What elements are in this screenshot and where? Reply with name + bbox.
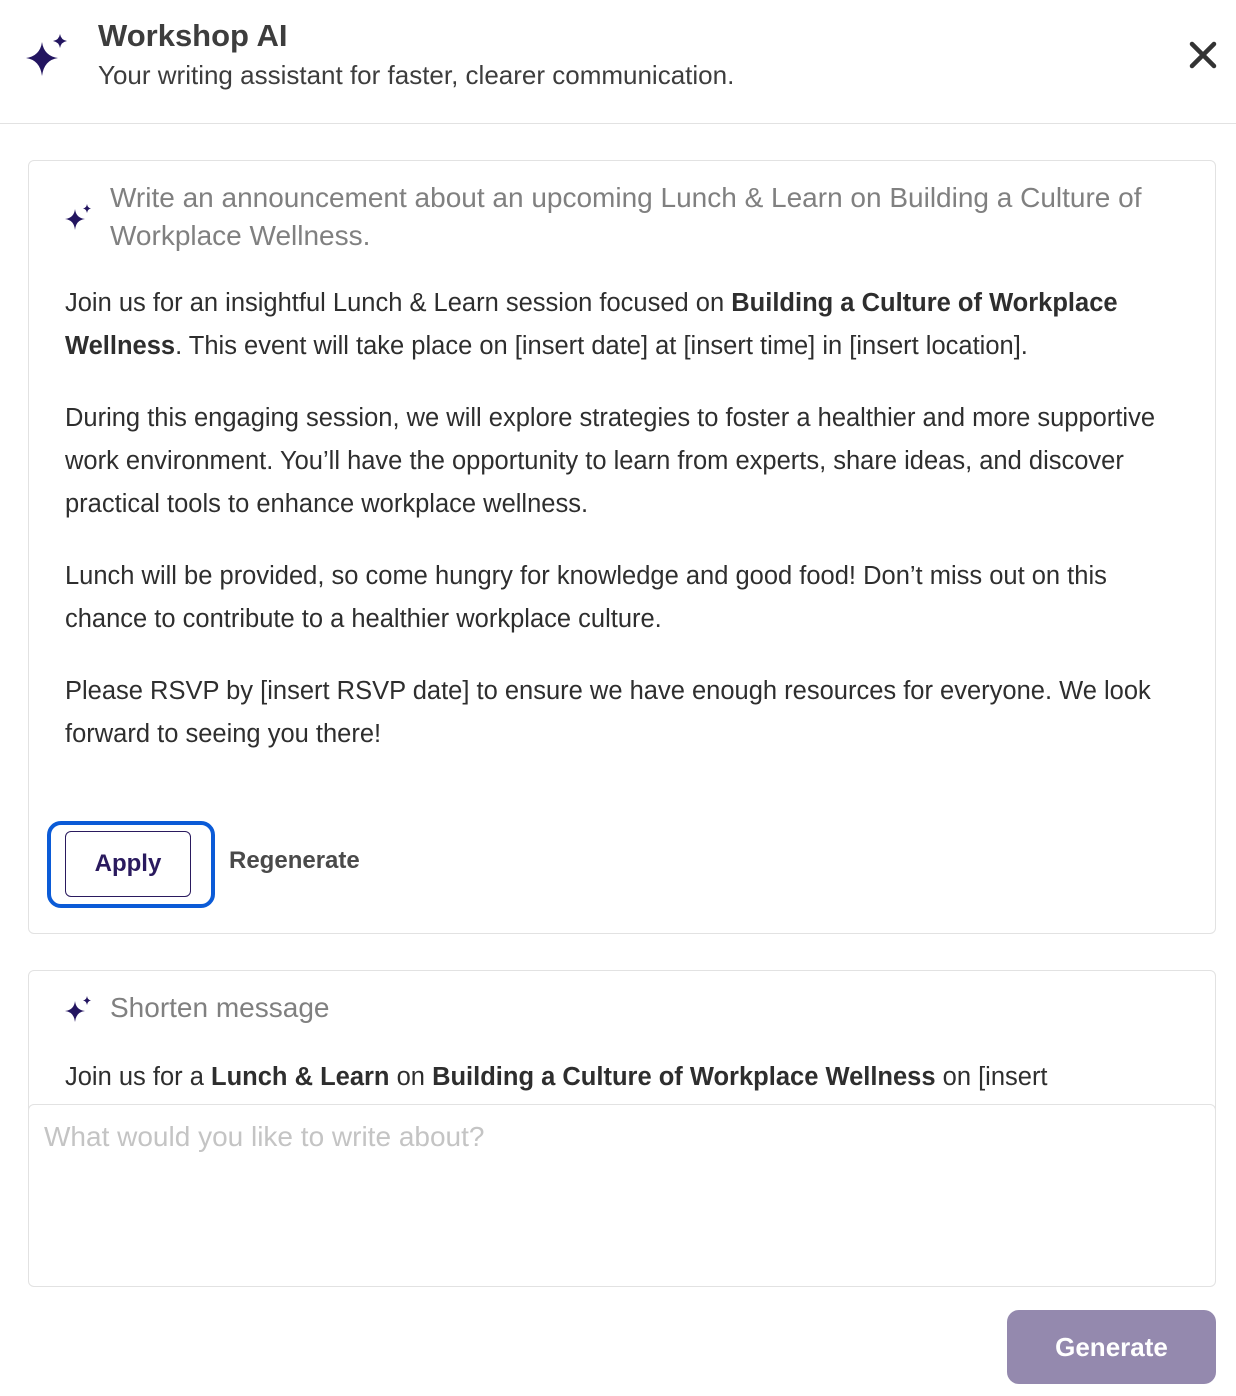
bold-text: Building a Culture of Workplace Wellness [65,289,1118,360]
text-segment: Lunch will be provided, so come hungry for knowledge and good food! Don’t miss out on this chance to contribute to a healthier workplace culture. [65,562,1107,633]
bold-text: Lunch & Learn [211,1063,390,1091]
close-icon[interactable] [1186,38,1220,72]
sparkle-icon [63,995,93,1025]
prompt-input[interactable] [28,1104,1216,1287]
apply-button[interactable]: Apply [65,831,191,897]
result-paragraph [65,397,1175,526]
text-segment: Please RSVP by [insert RSVP date] to ensure we have enough resources for everyone. We look forward to seeing you there! [65,677,1151,748]
header [0,0,1236,124]
bold-text: Building a Culture of Workplace Wellness [432,1063,936,1091]
text-segment: on [insert [935,1063,1048,1091]
generate-button[interactable]: Generate [1007,1310,1216,1384]
text-segment: During this engaging session, we will explore strategies to foster a healthier and more supportive work environment. You’ll have the opportunity to learn from experts, share ideas, and discover practical tools to enhance workplace wellness. [65,404,1156,518]
text-segment: Join us for an insightful Lunch & Learn session focused on [65,289,732,317]
prompt-text: Write an announcement about an upcoming Lunch & Learn on Building a Culture of Workplace Wellness. [110,182,1142,251]
regenerate-button[interactable]: Regenerate [229,847,360,874]
result-paragraph [65,282,1175,368]
prompt-text: Shorten message [110,992,330,1023]
result-card [28,160,1216,934]
result-body [65,282,1175,785]
sparkle-icon [63,203,93,233]
result-paragraph [65,1056,1175,1099]
result-paragraph [65,555,1175,641]
sparkle-icon [22,32,70,80]
text-segment: . This event will take place on [insert date] at [insert time] in [insert location]. [175,332,1028,360]
text-segment: on [389,1063,433,1091]
text-segment: Join us for a [65,1063,211,1091]
panel-subtitle: Your writing assistant for faster, clearer communication. [98,60,735,90]
panel-title: Workshop AI [98,18,288,53]
result-paragraph [65,670,1175,756]
